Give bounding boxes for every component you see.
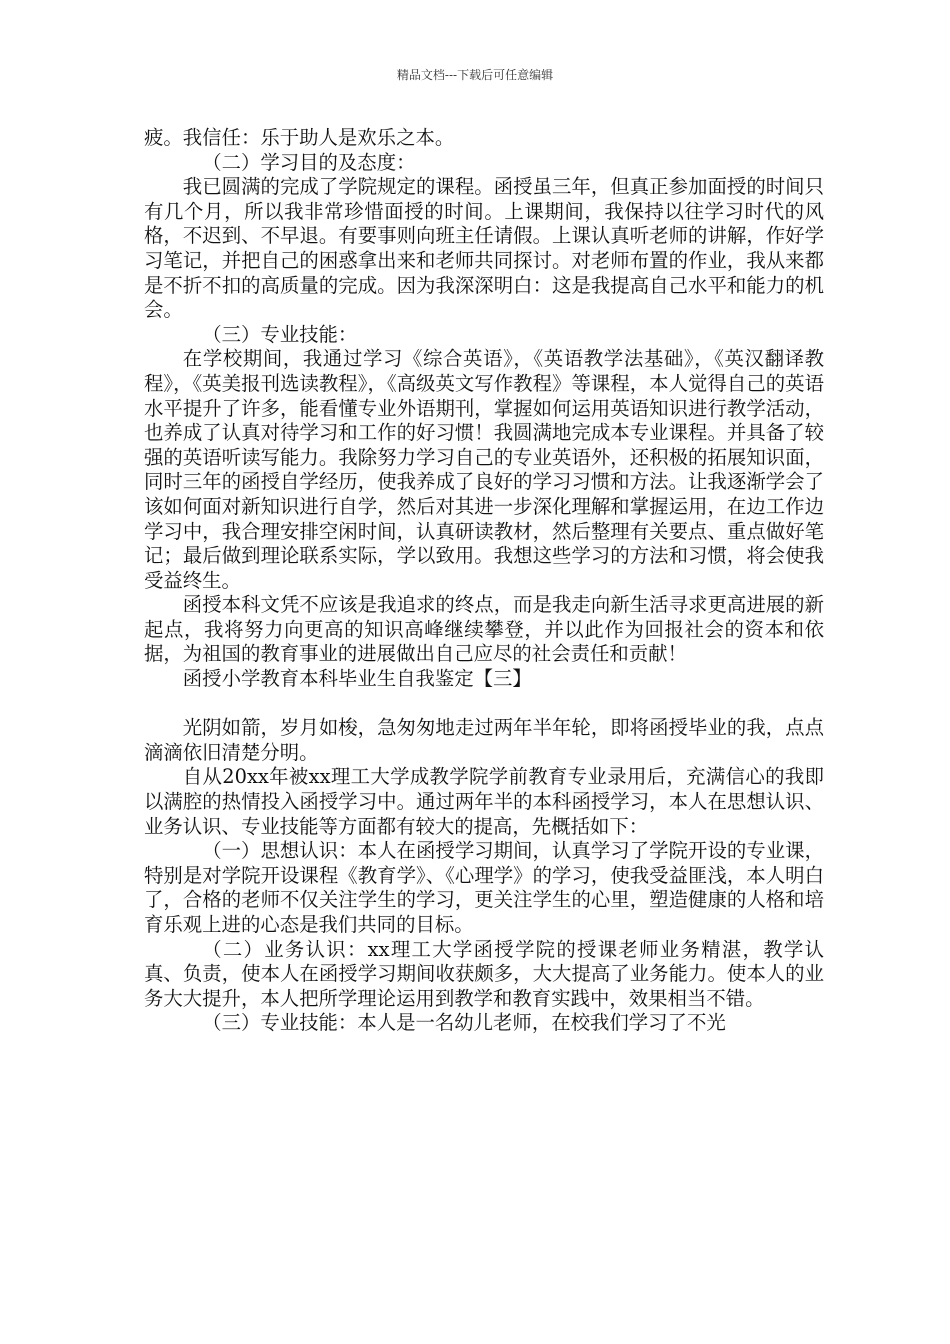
paragraph: 光阴如箭，岁月如梭，急匆匆地走过两年半年轮，即将函授毕业的我，点点滴滴依旧清楚分明。 <box>144 716 824 764</box>
paragraph: （二）业务认识：xx理工大学函授学院的授课老师业务精湛，教学认真、负责，使本人在函授学习期间收获颇多，大大提高了业务能力。使本人的业务大大提升，本人把所学理论运用到教学和教育实践中，效果相当不错。 <box>144 937 824 1010</box>
paragraph: （三）专业技能：本人是一名幼儿老师，在校我们学习了不光 <box>202 1011 726 1035</box>
paragraph: （一）思想认识：本人在函授学习期间，认真学习了学院开设的专业课，特别是对学院开设课程《教育学》、《心理学》的学习，使我受益匪浅，本人明白了，合格的老师不仅关注学生的学习，更关注学生的心里，塑造健康的人格和培育乐观上进的心态是我们共同的目标。 <box>144 839 824 936</box>
paragraph: 在学校期间，我通过学习《综合英语》，《英语教学法基础》，《英汉翻译教程》，《英美报刊选读教程》，《高级英文写作教程》等课程，本人觉得自己的英语水平提升了许多，能看懂专业外语期刊，掌握如何运用英语知识进行教学活动，也养成了认真对待学习和工作的好习惯！我圆满地完成本专业课程。并具备了较强的英语听读写能力。我除努力学习自己的专业英语外，还积极的拓展知识面，同时三年的函授自学经历，使我养成了良好的学习习惯和方法。让我逐渐学会了该如何面对新知识进行自学，然后对其进一步深化理解和掌握运用，在边工作边学习中，我合理安排空闲时间，认真研读教材，然后整理有关要点、重点做好笔记；最后做到理论联系实际，学以致用。我想这些学习的方法和习惯，将会使我受益终生。 <box>144 347 824 592</box>
paragraph: 函授本科文凭不应该是我追求的终点，而是我走向新生活寻求更高进展的新起点，我将努力向更高的知识高峰继续攀登，并以此作为回报社会的资本和依据，为祖国的教育事业的进展做出自己应尽的社会责任和贡献！ <box>144 593 824 666</box>
section-heading: （三）专业技能： <box>202 322 358 346</box>
document-subtitle: 函授小学教育本科毕业生自我鉴定【三】 <box>182 667 532 691</box>
blank-line <box>144 692 824 717</box>
document-body <box>144 126 824 1036</box>
page-header: 精品文档---下载后可任意编辑 <box>396 68 554 82</box>
paragraph: 疲。我信任：乐于助人是欢乐之本。 <box>144 126 455 149</box>
section-heading: （二）学习目的及态度： <box>202 150 416 174</box>
paragraph: 自从20xx年被xx理工大学成教学院学前教育专业录用后，充满信心的我即以满腔的热情投入函授学习中。通过两年半的本科函授学习，本人在思想认识、业务认识、专业技能等方面都有较大的提高，先概括如下： <box>144 765 824 838</box>
paragraph: 我已圆满的完成了学院规定的课程。函授虽三年，但真正参加面授的时间只有几个月，所以我非常珍惜面授的时间。上课期间，我保持以往学习时代的风格，不迟到、不早退。有要事则向班主任请假。上课认真听老师的讲解，作好学习笔记，并把自己的困惑拿出来和老师共同探讨。对老师布置的作业，我从来都是不折不扣的高质量的完成。因为我深深明白：这是我提高自己水平和能力的机会。 <box>144 175 824 322</box>
